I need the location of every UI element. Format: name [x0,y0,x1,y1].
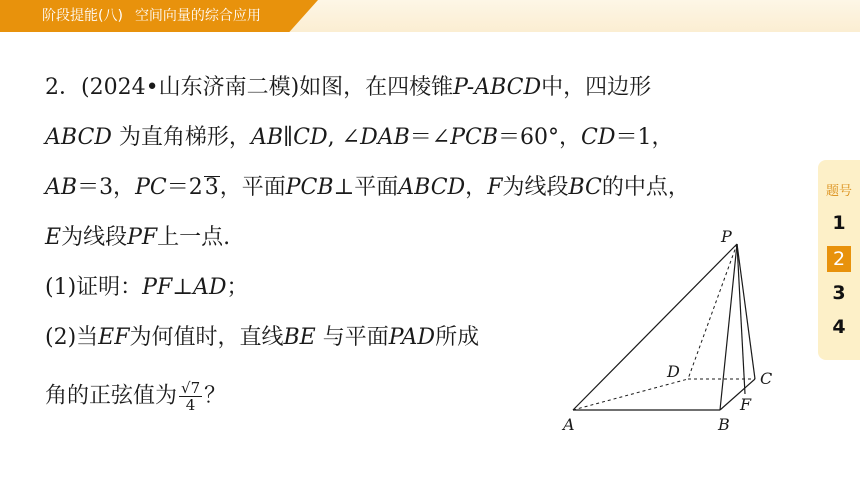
text-segment: (1)证明： [45,275,143,300]
text-segment: PCB [450,125,499,150]
edge-PC [737,244,755,379]
header-bar [0,0,860,32]
problem-line-3 [45,174,690,202]
text-segment: AD [192,275,227,300]
line7-start: 角的正弦值为 [45,383,178,409]
text-segment: 2．(2024 [45,75,146,100]
problem-line-4 [45,224,230,252]
text-segment: CD [293,125,328,150]
text-segment: 山东济南二模)如图，在四棱锥 [158,75,454,100]
label-D: D [667,362,680,381]
text-segment: PF [127,225,158,250]
problem-part-1 [45,274,249,302]
text-segment: 与平面 [315,325,389,350]
line3-end [220,175,690,200]
label-B: B [718,415,730,434]
text-segment: F [487,175,503,200]
text-segment: BE [283,325,316,350]
edge-PF [737,244,745,394]
text-segment: , ∠ [327,125,361,150]
label-P: P [721,227,732,246]
text-segment: PCB [285,175,334,200]
text-segment: P-ABCD [453,75,542,100]
text-segment: ABCD [45,125,112,150]
question-nav-title: 题号 [825,184,852,199]
problem-part-2 [45,324,479,352]
question-nav-item-1[interactable]: 1 [832,212,846,234]
text-segment: E [45,225,62,250]
text-segment: DAB [360,125,410,150]
text-segment: PAD [388,325,436,350]
line3-start [45,175,203,200]
text-segment: 上一点. [157,225,231,250]
problem-line-2 [45,124,674,152]
text-segment: ⊥平面 [333,175,399,200]
text-segment: ＝1， [615,125,674,150]
text-segment: ∥ [283,125,294,150]
fraction-denominator: 4 [185,396,196,414]
section-title [42,5,261,25]
edge-AD [573,379,688,410]
label-F: F [740,395,752,414]
text-segment: 为何值时，直线 [129,325,284,350]
text-segment: AB [45,175,78,200]
text-segment: AB [250,125,283,150]
text-segment: ； [226,275,249,300]
chapter-label: 阶段提能(八) [42,8,123,24]
problem-line-1 [45,74,651,102]
text-segment: ABCD [398,175,466,200]
text-segment: ⊥ [172,275,193,300]
pyramid-figure [555,222,795,437]
text-segment: ，平面 [219,175,286,200]
text-segment: 为线段 [502,175,569,200]
text-segment: ＝∠ [409,125,451,150]
text-segment: EF [98,325,130,350]
text-segment: ， [465,175,488,200]
question-nav [818,160,860,360]
text-segment: ＝3， [77,175,136,200]
text-segment: (2)当 [45,325,99,350]
edge-PA [573,244,737,410]
question-nav-item-4[interactable]: 4 [832,316,846,338]
fraction-numerator: √7 [181,379,201,397]
question-nav-item-3[interactable]: 3 [832,282,846,304]
sqrt-value: 3 [204,175,219,200]
topic-label: 空间向量的综合应用 [134,8,261,24]
text-segment: PF [142,275,173,300]
label-C: C [760,369,773,388]
text-segment: PC [135,175,167,200]
text-segment: • [145,75,159,100]
sine-fraction [179,380,202,413]
text-segment: 为直角梯形， [111,125,251,150]
line7-end: ？ [204,383,227,409]
text-segment: 为线段 [61,225,128,250]
label-A: A [563,415,575,434]
text-segment: ＝60°， [498,125,582,150]
text-segment: 中，四边形 [541,75,652,100]
text-segment: 所成 [435,325,480,350]
text-segment: ＝2 [166,175,203,200]
text-segment: CD [581,125,616,150]
question-nav-item-2[interactable]: 2 [827,246,851,272]
text-segment: BC [568,175,602,200]
problem-line-7 [45,380,226,413]
text-segment: 的中点， [601,175,690,200]
edge-PB [720,244,737,410]
